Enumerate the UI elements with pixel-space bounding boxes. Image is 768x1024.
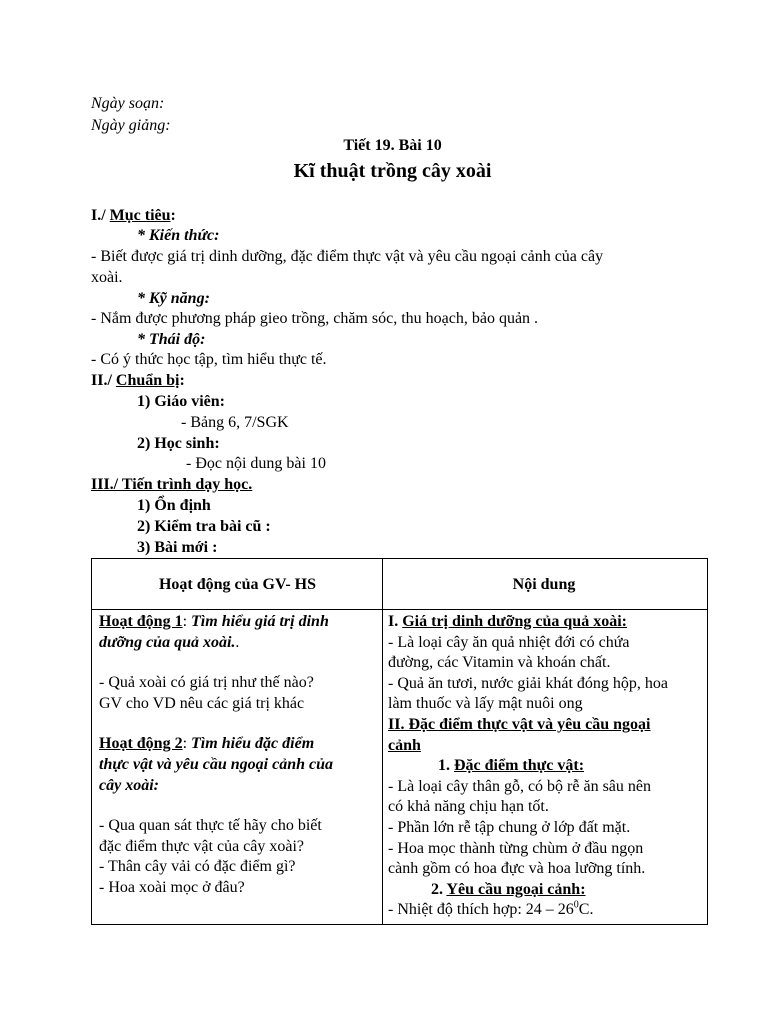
question-3: - Thân cây vải có đặc điểm gì? <box>99 858 296 876</box>
content-s2-heading-a: II. Đặc điểm thực vật và yêu cầu ngoại <box>388 715 651 733</box>
content-s1-line-1: - Là loại cây ăn quả nhiệt đới có chứa <box>388 633 630 651</box>
content-s2-sub2: 2. Yêu cầu ngoại cảnh: <box>431 880 586 898</box>
content-s1-line-3: - Quả ăn tươi, nước giải khát đóng hộp, hoa <box>388 674 668 692</box>
ky-nang-line: - Nắm được phương pháp gieo trồng, chăm sóc, thu hoạch, bảo quản . <box>91 310 539 327</box>
hd1-line-2: dưỡng của quả xoài.. <box>99 633 240 651</box>
ky-nang-label: * Kỹ năng: <box>137 290 210 307</box>
step-3: 3) Bài mới : <box>137 539 218 556</box>
content-s2-line-5: cành gồm có hoa đực và hoa lưỡng tính. <box>388 860 646 878</box>
question-2b: đặc điểm thực vật của cây xoài? <box>99 837 305 855</box>
question-2a: - Qua quan sát thực tế hãy cho biết <box>99 817 322 835</box>
kien-thuc-line-2: xoài. <box>91 269 123 286</box>
hd2-line-1: Hoạt động 2: Tìm hiểu đặc điểm <box>99 735 315 753</box>
page-title: Kĩ thuật trồng cây xoài <box>293 160 492 182</box>
col-header-activities: Hoạt động của GV- HS <box>92 559 383 610</box>
content-s2-line-3: - Phần lớn rễ tập chung ở lớp đất mặt. <box>388 818 631 836</box>
thai-do-label: * Thái độ: <box>137 331 206 348</box>
table-header-row <box>92 559 708 610</box>
content-s2-temp: - Nhiệt độ thích hợp: $24 - 26^0C$. <box>388 899 594 919</box>
content-s2-line-4: - Hoa mọc thành từng chùm ở đầu ngọn <box>388 839 644 857</box>
table-row <box>92 610 708 925</box>
section-1-heading: I./ Mục tiêu: <box>91 207 176 224</box>
giao-vien-label: 1) Giáo viên: <box>137 393 225 410</box>
question-1b: GV cho VD nêu các giá trị khác <box>99 694 305 712</box>
kien-thuc-line-1: - Biết được giá trị dinh dưỡng, đặc điểm thực vật và yêu cầu ngoại cảnh của cây <box>91 248 604 265</box>
content-s2-heading-b: cảnh <box>388 736 421 754</box>
question-1: - Quả xoài có giá trị như thế nào? <box>99 674 314 692</box>
hd2-line-3: cây xoài: <box>99 776 159 794</box>
section-3-heading: III./ Tiến trình dạy học. <box>91 476 253 493</box>
section-2-heading: II./ Chuẩn bị: <box>91 372 185 389</box>
giao-vien-item: - Bảng 6, 7/SGK <box>181 414 289 431</box>
hoc-sinh-label: 2) Học sinh: <box>137 435 220 452</box>
question-4: - Hoa xoài mọc ở đâu? <box>99 878 245 896</box>
content-s2-line-1: - Là loại cây thân gỗ, có bộ rễ ăn sâu nên <box>388 777 652 795</box>
thai-do-line: - Có ý thức học tập, tìm hiểu thực tế. <box>91 351 327 368</box>
content-s1-heading: I. Giá trị dinh dưỡng của quả xoài: <box>388 613 627 630</box>
ngay-soan: Ngày soạn: <box>91 95 165 112</box>
lesson-number: Tiết 19. Bài 10 <box>343 137 442 154</box>
content-s2-sub1: 1. Đặc điểm thực vật: <box>438 757 585 775</box>
col-header-content: Nội dung <box>383 559 708 610</box>
hd1-line-1: Hoạt động 1: Tìm hiểu giá trị dinh <box>99 613 329 630</box>
content-s1-line-4: làm thuốc và lấy mật nuôi ong <box>388 695 583 713</box>
hd2-line-2: thực vật và yêu cầu ngoại cảnh của <box>99 755 334 773</box>
ngay-giang: Ngày giảng: <box>91 117 171 134</box>
content-s1-line-2: đường, các Vitamin và khoán chất. <box>388 654 611 672</box>
content-s2-line-2: có khả năng chịu hạn tốt. <box>388 798 549 816</box>
hoc-sinh-item: - Đọc nội dung bài 10 <box>186 455 326 472</box>
lesson-table <box>91 558 708 925</box>
content-cell <box>383 610 708 925</box>
step-1: 1) Ổn định <box>137 497 211 514</box>
step-2: 2) Kiểm tra bài cũ : <box>137 518 271 535</box>
activities-cell <box>92 610 383 925</box>
kien-thuc-label: * Kiến thức: <box>137 227 220 244</box>
